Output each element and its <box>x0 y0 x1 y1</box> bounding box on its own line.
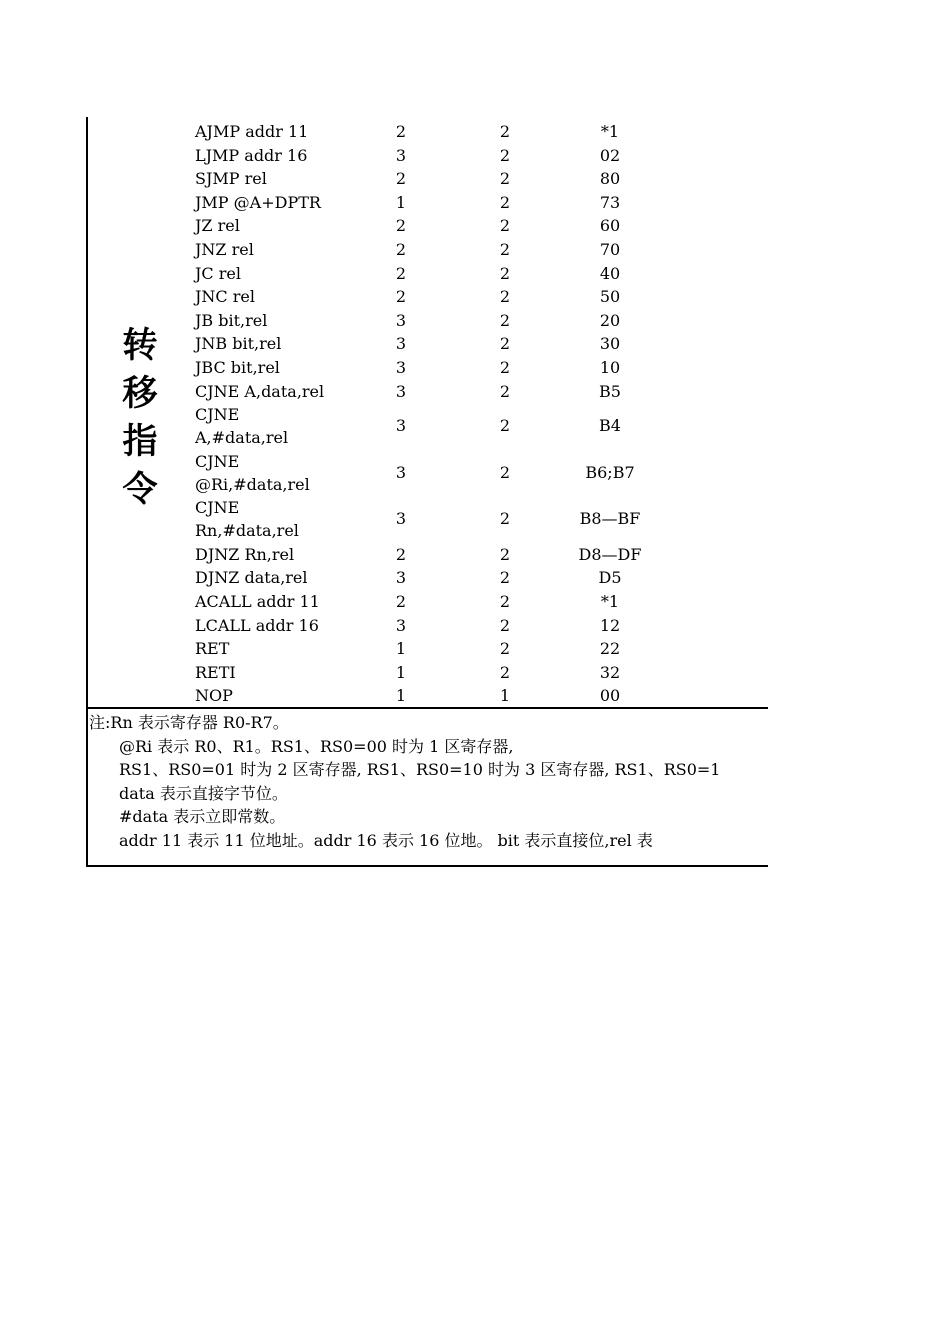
bytes-cell: 2 <box>395 216 407 236</box>
bytes-cell: 1 <box>395 639 407 659</box>
opcode-cell: 20 <box>599 310 621 330</box>
instruction-text: JZ rel <box>195 216 240 236</box>
note-line: #data 表示立即常数。 <box>119 807 286 826</box>
opcode-cell: 30 <box>599 334 621 354</box>
cycles-cell: 2 <box>499 416 511 436</box>
cycles-cell: 2 <box>499 381 511 401</box>
opcode-cell: 32 <box>599 662 621 682</box>
bytes-cell: 2 <box>395 169 407 189</box>
table-row <box>0 144 768 168</box>
instruction-text: @Ri,#data,rel <box>195 474 310 494</box>
bytes-cell: 3 <box>395 615 407 635</box>
instruction-text: RET <box>195 639 230 659</box>
cycles-cell: 2 <box>499 662 511 682</box>
bytes-cell: 1 <box>395 662 407 682</box>
opcode-cell: 60 <box>599 216 621 236</box>
instruction-text: A,#data,rel <box>195 428 289 448</box>
instruction-text: RETI <box>195 662 236 682</box>
category-char: 指 <box>122 422 158 462</box>
table-row <box>0 191 768 215</box>
table-row <box>0 637 768 661</box>
instruction-text: CJNE <box>195 405 240 425</box>
bytes-cell: 2 <box>395 287 407 307</box>
note-line: 注:Rn 表示寄存器 R0-R7。 <box>89 713 289 732</box>
instruction-cell <box>195 356 280 379</box>
bytes-cell: 3 <box>395 310 407 330</box>
cycles-cell: 2 <box>499 358 511 377</box>
table-row <box>0 167 768 191</box>
cycles-cell: 2 <box>499 615 511 635</box>
instruction-text: DJNZ data,rel <box>195 568 308 588</box>
instruction-cell <box>195 496 299 542</box>
instruction-text: AJMP addr 11 <box>195 122 309 141</box>
opcode-cell: 80 <box>599 169 621 189</box>
table-row <box>0 496 768 543</box>
cycles-cell: 2 <box>499 240 511 259</box>
category-char: 转 <box>122 326 158 366</box>
instruction-text: JMP @A+DPTR <box>195 192 321 212</box>
table-bottom-border <box>86 865 768 867</box>
cycles-cell: 2 <box>499 263 511 283</box>
table-row <box>0 380 768 404</box>
cycles-cell: 2 <box>499 334 511 354</box>
note-line: RS1、RS0=01 时为 2 区寄存器, RS1、RS0=10 时为 3 区寄存器, RS1、RS0=1 <box>119 760 721 779</box>
table-row <box>0 332 768 356</box>
instruction-cell <box>195 167 267 190</box>
instruction-cell <box>195 566 308 589</box>
cycles-cell: 2 <box>499 145 511 165</box>
instruction-text: SJMP rel <box>195 169 267 189</box>
instruction-cell <box>195 614 319 637</box>
table-row <box>0 614 768 638</box>
instruction-text: JB bit,rel <box>195 310 268 330</box>
opcode-cell: *1 <box>600 591 620 611</box>
cycles-cell: 2 <box>499 462 511 482</box>
cycles-cell: 2 <box>499 639 511 659</box>
instruction-cell <box>195 262 241 285</box>
table-row <box>0 120 768 144</box>
instruction-text: JNB bit,rel <box>195 334 282 354</box>
bytes-cell: 2 <box>395 122 407 141</box>
table-row <box>0 403 768 450</box>
opcode-cell: D8—DF <box>578 544 642 564</box>
opcode-cell: 00 <box>599 686 621 706</box>
bytes-cell: 2 <box>395 263 407 283</box>
instruction-text: JNZ rel <box>195 240 254 259</box>
bytes-cell: 3 <box>395 416 407 436</box>
instruction-cell <box>195 144 307 167</box>
instruction-cell <box>195 543 294 566</box>
opcode-cell: 50 <box>599 287 621 307</box>
bytes-cell: 2 <box>395 591 407 611</box>
opcode-cell: 12 <box>599 615 621 635</box>
bytes-cell: 3 <box>395 509 407 529</box>
cycles-cell: 2 <box>499 310 511 330</box>
cycles-cell: 2 <box>499 568 511 588</box>
instruction-text: JC rel <box>195 263 241 283</box>
bytes-cell: 3 <box>395 462 407 482</box>
table-row <box>0 543 768 567</box>
table-row <box>0 214 768 238</box>
cycles-cell: 2 <box>499 122 511 141</box>
notes-block <box>89 711 768 861</box>
opcode-cell: 22 <box>599 639 621 659</box>
instruction-cell <box>195 661 236 684</box>
instruction-cell <box>195 684 233 707</box>
instruction-cell <box>195 380 324 403</box>
note-line: addr 11 表示 11 位地址。addr 16 表示 16 位地。 bit 表示直接位,rel 表 <box>119 830 653 850</box>
table-row <box>0 450 768 497</box>
table-row <box>0 684 768 708</box>
bytes-cell: 3 <box>395 145 407 165</box>
table-row <box>0 661 768 685</box>
table-row <box>0 590 768 614</box>
table-row <box>0 356 768 380</box>
bytes-cell: 1 <box>395 192 407 212</box>
opcode-cell: 70 <box>599 240 621 259</box>
cycles-cell: 1 <box>499 686 511 706</box>
instruction-cell <box>195 238 254 261</box>
table-row <box>0 309 768 333</box>
opcode-cell: D5 <box>598 568 622 588</box>
cycles-cell: 2 <box>499 544 511 564</box>
instruction-cell <box>195 403 288 449</box>
bytes-cell: 3 <box>395 381 407 401</box>
instruction-text: JNC rel <box>195 287 255 307</box>
bytes-cell: 3 <box>395 334 407 354</box>
opcode-cell: B4 <box>599 416 621 436</box>
instruction-cell <box>195 332 281 355</box>
opcode-cell: 73 <box>599 192 621 212</box>
opcode-cell: 40 <box>599 263 621 283</box>
cycles-cell: 2 <box>499 509 511 529</box>
instruction-text: LCALL addr 16 <box>195 615 319 635</box>
instruction-text: Rn,#data,rel <box>195 521 299 541</box>
table-row <box>0 566 768 590</box>
bytes-cell: 3 <box>395 358 407 377</box>
opcode-cell: 02 <box>599 145 621 165</box>
cycles-cell: 2 <box>499 216 511 236</box>
bytes-cell: 2 <box>395 544 407 564</box>
cycles-cell: 2 <box>499 169 511 189</box>
instruction-text: NOP <box>195 686 233 706</box>
cycles-cell: 2 <box>499 287 511 307</box>
bytes-cell: 1 <box>395 686 407 706</box>
instruction-text: CJNE <box>195 498 240 518</box>
category-char: 令 <box>122 470 158 510</box>
note-line: data 表示直接字节位。 <box>119 783 288 803</box>
instruction-cell <box>195 450 310 496</box>
bytes-cell: 3 <box>395 568 407 588</box>
bytes-cell: 2 <box>395 240 407 259</box>
table-row <box>0 262 768 286</box>
instruction-text: CJNE A,data,rel <box>195 381 325 401</box>
table-row <box>0 285 768 309</box>
instruction-text: ACALL addr 11 <box>195 591 320 611</box>
instruction-text: DJNZ Rn,rel <box>195 544 295 564</box>
instruction-text: LJMP addr 16 <box>195 145 308 165</box>
opcode-cell: 10 <box>599 358 621 377</box>
cycles-cell: 2 <box>499 591 511 611</box>
instruction-cell <box>195 590 320 613</box>
instruction-cell <box>195 191 321 214</box>
opcode-cell: B5 <box>599 381 621 401</box>
opcode-cell: B8—BF <box>579 509 641 529</box>
note-line: @Ri 表示 R0、R1。RS1、RS0=00 时为 1 区寄存器, <box>119 736 514 756</box>
instruction-text: CJNE <box>195 451 240 471</box>
instruction-cell <box>195 120 308 143</box>
category-char: 移 <box>122 374 158 414</box>
table-row <box>0 238 768 262</box>
opcode-cell: B6;B7 <box>585 462 635 482</box>
instruction-cell <box>195 637 229 660</box>
instruction-text: JBC bit,rel <box>195 358 280 377</box>
instruction-cell <box>195 309 267 332</box>
cycles-cell: 2 <box>499 192 511 212</box>
instruction-cell <box>195 214 240 237</box>
instruction-cell <box>195 285 255 308</box>
opcode-cell: *1 <box>600 122 620 141</box>
